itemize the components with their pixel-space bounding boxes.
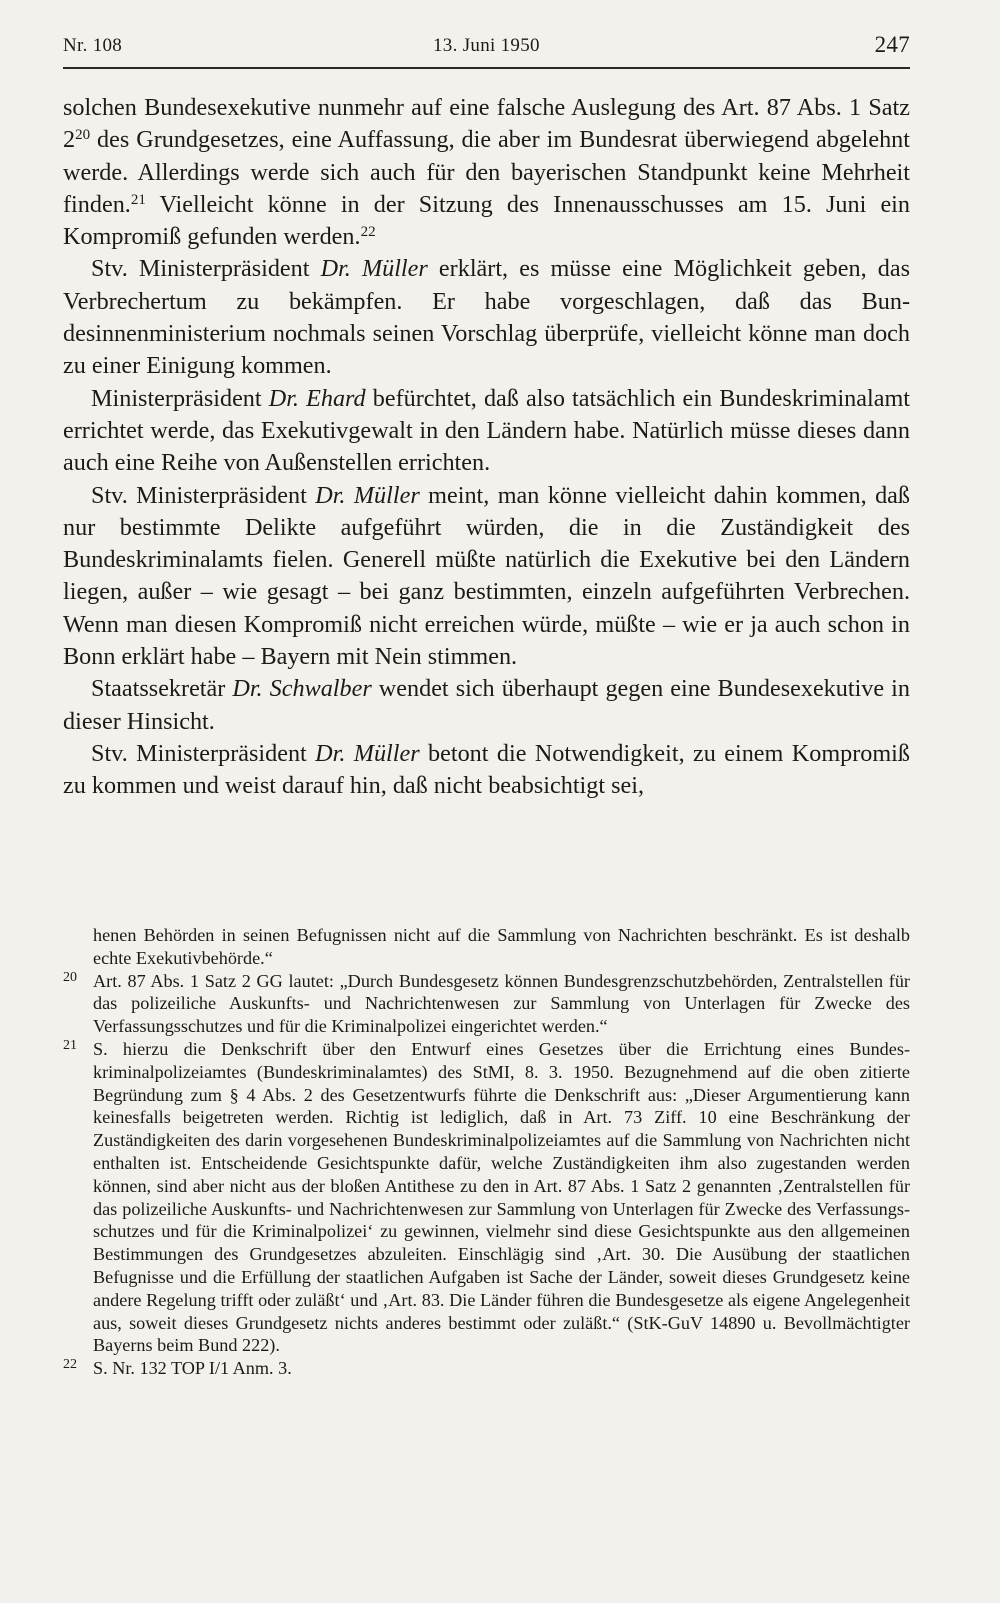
speaker-name: Dr. Ehard [268,384,366,412]
page-number: 247 [874,32,910,57]
speaker-name: Dr. Müller [315,739,420,767]
footnote-text: S. hierzu die Denkschrift über den Entwurf eines Gesetzes über die Errichtung eines Bundeskriminalpolizeiamtes (Bundeskriminalamtes) des StMI, 8. 3. 1950. Bezugnehmend auf die oben zitierte Begründung zum § 4 Abs. 2 des Gesetzentwurfs führte die Denkschrift aus: „Dieser Argumentierung kann keinesfalls beigetreten werden. Richtig ist lediglich, daß in Art. 73 Ziff. 10 eine Beschränkung der Zuständigkeiten des darin vorgesehenen Bundeskriminalpolizeiamtes auf die Sammlung von Nachrichten nicht enthalten ist. Entscheidende Gesichtspunkte dafür, welche Zuständigkeiten ihm also zugestanden werden können, sind aber nicht aus der bloßen Antithese zu den in Art. 87 Abs. 1 Satz 2 genannten ‚Zentralstellen für das polizeiliche Auskunfts- und Nachrichtenwesen zur Sammlung von Unterlagen für Zwecke des Verfassungsschutzes und für die Kriminalpolizei‘ zu gewinnen, vielmehr sind diese Gesichtspunkte aus den allgemeinen Bestimmungen des Grundgesetzes abzuleiten. Einschlägig sind ‚Art. 30. Die Ausübung der staatlichen Befugnisse und die Erfüllung der staatlichen Aufgaben ist Sache der Länder, soweit dieses Grundgesetz keine andere Regelung trifft oder zuläßt‘ und ‚Art. 83. Die Länder führen die Bundesgesetze als eigene Angelegenheit aus, soweit dieses Grundgesetz nichts anderes bestimmt oder zuläßt.“ (StK-GuV 14890 u. Bevollmächtigter Bayerns beim Bund 222). [93,1038,910,1356]
footnote-ref-20[interactable]: 20 [75,127,91,144]
speaker-name: Dr. Müller [315,481,420,509]
footnote-continuation: henen Behörden in seinen Befugnissen nicht auf die Sammlung von Nachrichten beschränkt. Es ist deshalb echte Exekutivbehörde.“ [93,925,910,968]
header-date: 13. Juni 1950 [433,35,540,56]
paragraph-3: Ministerpräsident Dr. Ehard befürchtet, daß also tatsächlich ein Bundeskriminalamt errichtet werde, das Exekutivgewalt in den Ländern habe. Natürlich müsse dieses dann auch eine Reihe von Außenstellen errichten. [63,384,910,477]
footnote-21 [63,1038,910,1357]
footnote-ref-21[interactable]: 21 [130,191,146,208]
footnote-22 [63,1357,910,1380]
paragraph-5: Staatssekretär Dr. Schwalber wendet sich überhaupt gegen eine Bundesexekutive in dieser Hinsicht. [63,675,910,735]
paragraph-4: Stv. Ministerpräsident Dr. Müller meint, man könne vielleicht dahin kommen, daß nur bestimmte Delikte aufgeführt würden, die in die Zuständigkeit des Bundeskriminalamts fielen. Generell müßte natürlich die Exekutive bei den Ländern liegen, außer – wie gesagt – bei ganz bestimmten, einzeln aufgeführten Verbrechen. Wenn man diesen Kompromiß nicht erreichen würde, müßte – wie er ja auch schon in Bonn erklärt habe – Bayern mit Nein stimmen. [63,481,910,671]
footnote-ref-22[interactable]: 22 [360,223,376,240]
footnote-number: 20 [63,969,77,985]
footnotes [63,924,910,1380]
document-number: Nr. 108 [63,35,123,56]
main-text [63,92,910,803]
speaker-name: Dr. Müller [320,255,428,283]
paragraph-2: Stv. Ministerpräsident Dr. Müller erklärt, es müsse eine Möglichkeit geben, das Verbrechertum zu bekämpfen. Er habe vorgeschlagen, daß das Bundesinnenministerium nochmals seinen Vorschlag überprüfe, vielleicht könne man doch zu einer Einigung kommen. [63,255,910,380]
paragraph-6: Stv. Ministerpräsident Dr. Müller betont die Notwendigkeit, zu einem Kompromiß zu kommen und weist darauf hin, daß nicht beabsichtigt sei, [63,739,910,800]
paragraph-1: solchen Bundesexekutive nunmehr auf eine falsche Auslegung des Art. 87 Abs. 1 Satz $2^{20}$ des Grundgesetzes, eine Auffassung, die aber im Bundesrat überwiegend abgelehnt werde. Allerdings werde sich auch für den bayerischen Standpunkt keine Mehrheit finden.$^{21}$ Vielleicht könne in der Sitzung des Innenausschusses am 15. Juni ein Kompromiß gefunden werden.$^{22}$ [63,94,910,251]
speaker-name: Dr. Schwalber [232,675,372,703]
footnote-20 [63,970,910,1038]
footnote-text: Art. 87 Abs. 1 Satz 2 GG lautet: „Durch Bundesgesetz können Bundesgrenzschutzbehörden, Zentralstellen für das polizeiliche Auskunfts- und Nachrichtenwesen zur Sammlung von Unterlagen für Zwecke des Verfassungsschutzes und für die Kriminalpolizei eingerichtet werden.“ [93,970,910,1037]
footnote-number: 21 [63,1037,77,1053]
running-header [63,33,910,69]
footnote-text: S. Nr. 132 TOP I/1 Anm. 3. [93,1358,292,1379]
footnote-number: 22 [63,1357,77,1373]
